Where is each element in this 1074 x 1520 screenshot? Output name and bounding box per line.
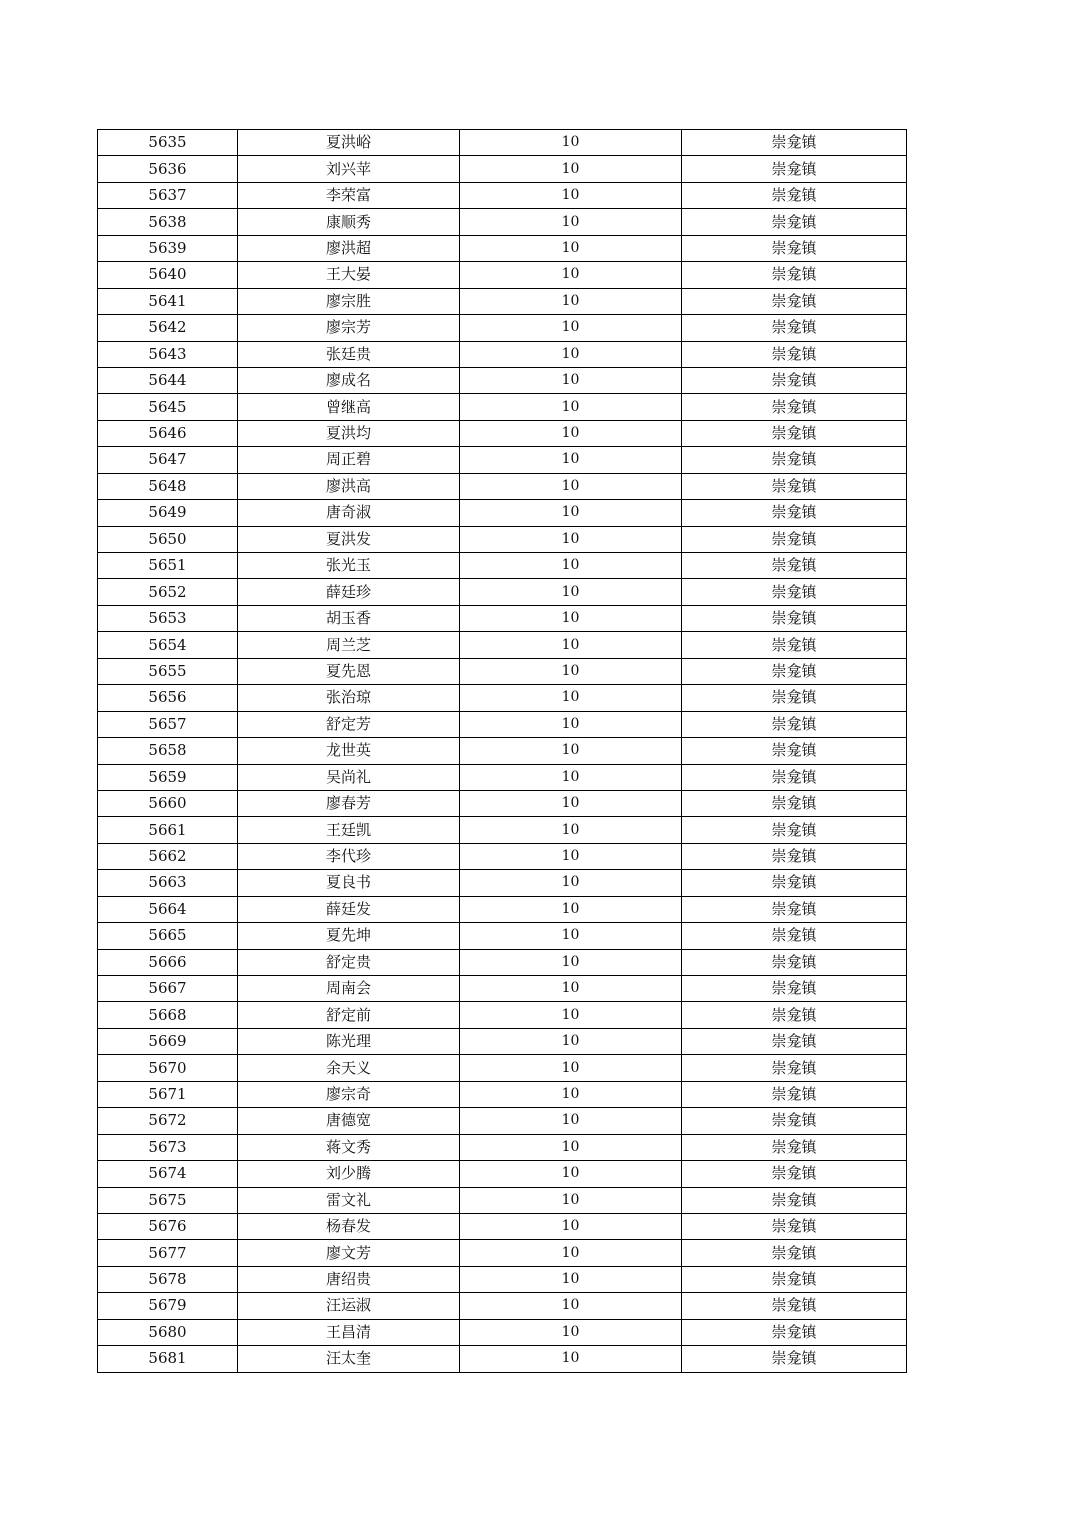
row-number-cell: 5653 — [98, 605, 238, 631]
person-name-cell: 廖洪高 — [238, 473, 460, 499]
table-row — [98, 1002, 907, 1028]
town-cell: 崇龛镇 — [682, 130, 907, 156]
person-name-cell: 汪运淑 — [238, 1293, 460, 1319]
person-name-cell: 刘兴苹 — [238, 156, 460, 182]
person-name-cell: 周南会 — [238, 976, 460, 1002]
town-cell: 崇龛镇 — [682, 262, 907, 288]
table-row — [98, 764, 907, 790]
table-row — [98, 235, 907, 261]
row-number-cell: 5638 — [98, 209, 238, 235]
table-row — [98, 341, 907, 367]
table-row — [98, 288, 907, 314]
town-cell: 崇龛镇 — [682, 500, 907, 526]
person-name-cell: 张治琼 — [238, 685, 460, 711]
town-cell: 崇龛镇 — [682, 923, 907, 949]
town-cell: 崇龛镇 — [682, 1161, 907, 1187]
table-row — [98, 843, 907, 869]
amount-cell: 10 — [460, 1002, 682, 1028]
amount-cell: 10 — [460, 1240, 682, 1266]
table-row — [98, 790, 907, 816]
person-name-cell: 廖宗胜 — [238, 288, 460, 314]
table-row — [98, 500, 907, 526]
table-row — [98, 1108, 907, 1134]
town-cell: 崇龛镇 — [682, 182, 907, 208]
amount-cell: 10 — [460, 288, 682, 314]
person-name-cell: 廖宗芳 — [238, 315, 460, 341]
town-cell: 崇龛镇 — [682, 473, 907, 499]
table-row — [98, 1213, 907, 1239]
person-name-cell: 龙世英 — [238, 738, 460, 764]
person-name-cell: 周正碧 — [238, 447, 460, 473]
table-row — [98, 605, 907, 631]
row-number-cell: 5678 — [98, 1266, 238, 1292]
row-number-cell: 5663 — [98, 870, 238, 896]
town-cell: 崇龛镇 — [682, 632, 907, 658]
row-number-cell: 5649 — [98, 500, 238, 526]
person-name-cell: 杨春发 — [238, 1213, 460, 1239]
amount-cell: 10 — [460, 1266, 682, 1292]
table-row — [98, 1187, 907, 1213]
town-cell: 崇龛镇 — [682, 367, 907, 393]
row-number-cell: 5665 — [98, 923, 238, 949]
row-number-cell: 5645 — [98, 394, 238, 420]
person-name-cell: 夏洪峪 — [238, 130, 460, 156]
amount-cell: 10 — [460, 262, 682, 288]
table-row — [98, 1266, 907, 1292]
row-number-cell: 5681 — [98, 1346, 238, 1372]
row-number-cell: 5659 — [98, 764, 238, 790]
town-cell: 崇龛镇 — [682, 288, 907, 314]
table-row — [98, 447, 907, 473]
amount-cell: 10 — [460, 182, 682, 208]
amount-cell: 10 — [460, 790, 682, 816]
amount-cell: 10 — [460, 976, 682, 1002]
amount-cell: 10 — [460, 1081, 682, 1107]
row-number-cell: 5639 — [98, 235, 238, 261]
table-row — [98, 553, 907, 579]
row-number-cell: 5672 — [98, 1108, 238, 1134]
town-cell: 崇龛镇 — [682, 1346, 907, 1372]
person-name-cell: 李代珍 — [238, 843, 460, 869]
row-number-cell: 5664 — [98, 896, 238, 922]
town-cell: 崇龛镇 — [682, 420, 907, 446]
town-cell: 崇龛镇 — [682, 764, 907, 790]
person-name-cell: 廖洪超 — [238, 235, 460, 261]
town-cell: 崇龛镇 — [682, 949, 907, 975]
table-row — [98, 923, 907, 949]
amount-cell: 10 — [460, 843, 682, 869]
town-cell: 崇龛镇 — [682, 553, 907, 579]
town-cell: 崇龛镇 — [682, 209, 907, 235]
roster-table-body — [98, 130, 907, 1373]
table-row — [98, 896, 907, 922]
amount-cell: 10 — [460, 394, 682, 420]
row-number-cell: 5648 — [98, 473, 238, 499]
row-number-cell: 5637 — [98, 182, 238, 208]
town-cell: 崇龛镇 — [682, 1240, 907, 1266]
amount-cell: 10 — [460, 1346, 682, 1372]
row-number-cell: 5680 — [98, 1319, 238, 1345]
table-row — [98, 526, 907, 552]
amount-cell: 10 — [460, 896, 682, 922]
table-row — [98, 870, 907, 896]
row-number-cell: 5674 — [98, 1161, 238, 1187]
person-name-cell: 夏先坤 — [238, 923, 460, 949]
row-number-cell: 5671 — [98, 1081, 238, 1107]
town-cell: 崇龛镇 — [682, 1266, 907, 1292]
table-row — [98, 632, 907, 658]
town-cell: 崇龛镇 — [682, 658, 907, 684]
amount-cell: 10 — [460, 1319, 682, 1345]
table-row — [98, 1240, 907, 1266]
table-row — [98, 156, 907, 182]
person-name-cell: 唐德宽 — [238, 1108, 460, 1134]
row-number-cell: 5658 — [98, 738, 238, 764]
person-name-cell: 吴尚礼 — [238, 764, 460, 790]
town-cell: 崇龛镇 — [682, 156, 907, 182]
town-cell: 崇龛镇 — [682, 896, 907, 922]
town-cell: 崇龛镇 — [682, 526, 907, 552]
table-row — [98, 976, 907, 1002]
person-name-cell: 薛廷珍 — [238, 579, 460, 605]
person-name-cell: 王大晏 — [238, 262, 460, 288]
town-cell: 崇龛镇 — [682, 1187, 907, 1213]
town-cell: 崇龛镇 — [682, 1293, 907, 1319]
town-cell: 崇龛镇 — [682, 605, 907, 631]
amount-cell: 10 — [460, 1161, 682, 1187]
person-name-cell: 夏先恩 — [238, 658, 460, 684]
table-row — [98, 1346, 907, 1372]
amount-cell: 10 — [460, 420, 682, 446]
table-row — [98, 182, 907, 208]
person-name-cell: 唐绍贵 — [238, 1266, 460, 1292]
amount-cell: 10 — [460, 711, 682, 737]
town-cell: 崇龛镇 — [682, 341, 907, 367]
town-cell: 崇龛镇 — [682, 685, 907, 711]
amount-cell: 10 — [460, 817, 682, 843]
amount-cell: 10 — [460, 764, 682, 790]
person-name-cell: 胡玉香 — [238, 605, 460, 631]
table-row — [98, 420, 907, 446]
row-number-cell: 5650 — [98, 526, 238, 552]
row-number-cell: 5641 — [98, 288, 238, 314]
amount-cell: 10 — [460, 1108, 682, 1134]
table-row — [98, 315, 907, 341]
town-cell: 崇龛镇 — [682, 843, 907, 869]
person-name-cell: 王昌清 — [238, 1319, 460, 1345]
table-row — [98, 1081, 907, 1107]
town-cell: 崇龛镇 — [682, 579, 907, 605]
row-number-cell: 5652 — [98, 579, 238, 605]
amount-cell: 10 — [460, 500, 682, 526]
amount-cell: 10 — [460, 156, 682, 182]
town-cell: 崇龛镇 — [682, 235, 907, 261]
person-name-cell: 王廷凯 — [238, 817, 460, 843]
person-name-cell: 舒定芳 — [238, 711, 460, 737]
row-number-cell: 5636 — [98, 156, 238, 182]
table-row — [98, 1319, 907, 1345]
table-row — [98, 579, 907, 605]
amount-cell: 10 — [460, 367, 682, 393]
table-row — [98, 130, 907, 156]
table-row — [98, 738, 907, 764]
row-number-cell: 5651 — [98, 553, 238, 579]
amount-cell: 10 — [460, 632, 682, 658]
town-cell: 崇龛镇 — [682, 447, 907, 473]
person-name-cell: 舒定贵 — [238, 949, 460, 975]
town-cell: 崇龛镇 — [682, 711, 907, 737]
town-cell: 崇龛镇 — [682, 315, 907, 341]
person-name-cell: 廖春芳 — [238, 790, 460, 816]
person-name-cell: 张光玉 — [238, 553, 460, 579]
row-number-cell: 5643 — [98, 341, 238, 367]
row-number-cell: 5673 — [98, 1134, 238, 1160]
amount-cell: 10 — [460, 685, 682, 711]
person-name-cell: 刘少腾 — [238, 1161, 460, 1187]
table-row — [98, 711, 907, 737]
row-number-cell: 5667 — [98, 976, 238, 1002]
town-cell: 崇龛镇 — [682, 1055, 907, 1081]
row-number-cell: 5655 — [98, 658, 238, 684]
amount-cell: 10 — [460, 1213, 682, 1239]
row-number-cell: 5657 — [98, 711, 238, 737]
town-cell: 崇龛镇 — [682, 1081, 907, 1107]
town-cell: 崇龛镇 — [682, 870, 907, 896]
table-row — [98, 394, 907, 420]
amount-cell: 10 — [460, 870, 682, 896]
amount-cell: 10 — [460, 1055, 682, 1081]
person-name-cell: 余天义 — [238, 1055, 460, 1081]
amount-cell: 10 — [460, 579, 682, 605]
roster-table — [97, 129, 907, 1373]
table-row — [98, 367, 907, 393]
amount-cell: 10 — [460, 1293, 682, 1319]
person-name-cell: 薛廷发 — [238, 896, 460, 922]
row-number-cell: 5668 — [98, 1002, 238, 1028]
person-name-cell: 廖成名 — [238, 367, 460, 393]
amount-cell: 10 — [460, 738, 682, 764]
row-number-cell: 5646 — [98, 420, 238, 446]
person-name-cell: 夏洪均 — [238, 420, 460, 446]
amount-cell: 10 — [460, 658, 682, 684]
person-name-cell: 陈光理 — [238, 1028, 460, 1054]
person-name-cell: 张廷贵 — [238, 341, 460, 367]
table-row — [98, 1293, 907, 1319]
town-cell: 崇龛镇 — [682, 1108, 907, 1134]
person-name-cell: 汪太奎 — [238, 1346, 460, 1372]
amount-cell: 10 — [460, 447, 682, 473]
table-row — [98, 473, 907, 499]
row-number-cell: 5679 — [98, 1293, 238, 1319]
table-row — [98, 658, 907, 684]
table-row — [98, 262, 907, 288]
town-cell: 崇龛镇 — [682, 976, 907, 1002]
town-cell: 崇龛镇 — [682, 394, 907, 420]
town-cell: 崇龛镇 — [682, 1028, 907, 1054]
row-number-cell: 5640 — [98, 262, 238, 288]
person-name-cell: 蒋文秀 — [238, 1134, 460, 1160]
row-number-cell: 5635 — [98, 130, 238, 156]
amount-cell: 10 — [460, 526, 682, 552]
amount-cell: 10 — [460, 553, 682, 579]
row-number-cell: 5670 — [98, 1055, 238, 1081]
table-row — [98, 685, 907, 711]
amount-cell: 10 — [460, 1028, 682, 1054]
person-name-cell: 曾继高 — [238, 394, 460, 420]
town-cell: 崇龛镇 — [682, 817, 907, 843]
person-name-cell: 周兰芝 — [238, 632, 460, 658]
town-cell: 崇龛镇 — [682, 790, 907, 816]
person-name-cell: 廖文芳 — [238, 1240, 460, 1266]
person-name-cell: 舒定前 — [238, 1002, 460, 1028]
amount-cell: 10 — [460, 949, 682, 975]
person-name-cell: 夏洪发 — [238, 526, 460, 552]
row-number-cell: 5644 — [98, 367, 238, 393]
row-number-cell: 5677 — [98, 1240, 238, 1266]
person-name-cell: 李荣富 — [238, 182, 460, 208]
table-row — [98, 1028, 907, 1054]
amount-cell: 10 — [460, 235, 682, 261]
table-row — [98, 949, 907, 975]
amount-cell: 10 — [460, 130, 682, 156]
amount-cell: 10 — [460, 341, 682, 367]
town-cell: 崇龛镇 — [682, 1319, 907, 1345]
amount-cell: 10 — [460, 1187, 682, 1213]
amount-cell: 10 — [460, 1134, 682, 1160]
person-name-cell: 雷文礼 — [238, 1187, 460, 1213]
table-row — [98, 209, 907, 235]
table-row — [98, 1134, 907, 1160]
row-number-cell: 5662 — [98, 843, 238, 869]
table-row — [98, 1161, 907, 1187]
town-cell: 崇龛镇 — [682, 738, 907, 764]
amount-cell: 10 — [460, 923, 682, 949]
table-row — [98, 817, 907, 843]
town-cell: 崇龛镇 — [682, 1134, 907, 1160]
town-cell: 崇龛镇 — [682, 1002, 907, 1028]
amount-cell: 10 — [460, 209, 682, 235]
row-number-cell: 5660 — [98, 790, 238, 816]
table-row — [98, 1055, 907, 1081]
row-number-cell: 5642 — [98, 315, 238, 341]
row-number-cell: 5656 — [98, 685, 238, 711]
amount-cell: 10 — [460, 473, 682, 499]
row-number-cell: 5647 — [98, 447, 238, 473]
person-name-cell: 康顺秀 — [238, 209, 460, 235]
row-number-cell: 5669 — [98, 1028, 238, 1054]
town-cell: 崇龛镇 — [682, 1213, 907, 1239]
row-number-cell: 5676 — [98, 1213, 238, 1239]
row-number-cell: 5654 — [98, 632, 238, 658]
row-number-cell: 5666 — [98, 949, 238, 975]
row-number-cell: 5675 — [98, 1187, 238, 1213]
row-number-cell: 5661 — [98, 817, 238, 843]
person-name-cell: 唐奇淑 — [238, 500, 460, 526]
amount-cell: 10 — [460, 315, 682, 341]
amount-cell: 10 — [460, 605, 682, 631]
person-name-cell: 夏良书 — [238, 870, 460, 896]
person-name-cell: 廖宗奇 — [238, 1081, 460, 1107]
